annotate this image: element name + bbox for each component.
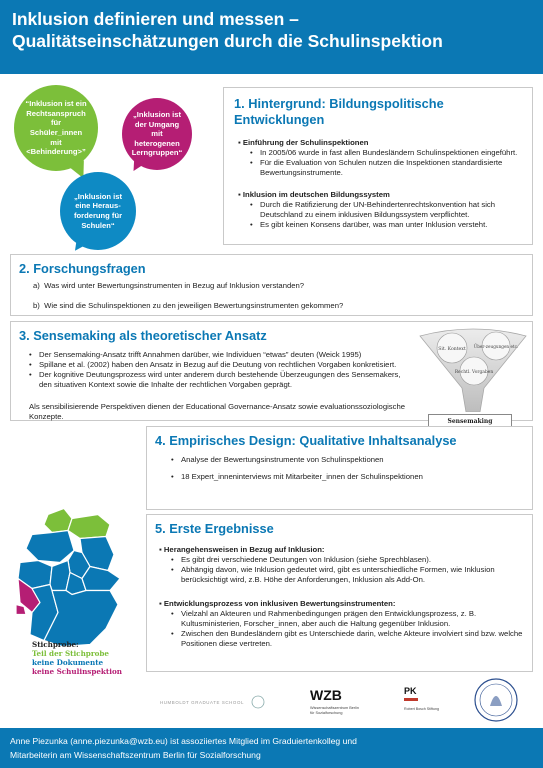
section-empirical-design — [146, 426, 533, 510]
funnel-text-legal: Rechtl. Vorgaben — [454, 370, 494, 375]
poster-title-line1: Inklusion definieren und messen – — [12, 9, 299, 29]
poster-title-line2: Qualitätseinschätzungen durch die Schulinspektion — [12, 31, 443, 51]
section-title: 2. Forschungsfragen — [19, 261, 146, 276]
svg-text:Wissenschaftszentrum Berlin: Wissenschaftszentrum Berlin — [310, 706, 359, 710]
map-region-lower-saxony — [26, 531, 74, 563]
list-item: • Der Sensemaking-Ansatz trifft Annahmen darüber, wie Individuen “etwas” deuten (Weick 1995) — [27, 350, 409, 360]
map-region-schleswig-holstein — [44, 509, 72, 533]
subheading: ▪ Inklusion im deutschen Bildungssystem — [238, 190, 390, 199]
subheading: ▪ Einführung der Schulinspektionen — [238, 138, 369, 147]
funnel-text-context: Sit. Kontext — [438, 347, 466, 352]
subheading: ▪ Entwicklungsprozess von inklusiven Bewertungsinstrumenten: — [159, 599, 396, 608]
list-item: • Es gibt keinen Konsens darüber, was man unter Inklusion versteht. — [248, 220, 522, 230]
section-title: 4. Empirisches Design: Qualitative Inhaltsanalyse — [155, 433, 457, 448]
list-item: • Zwischen den Bundesländern gibt es Unterschiede darin, welche Akteure involviert sind bzw. welche Positionen diese vertreten. — [169, 629, 524, 649]
footer-line2: Mitarbeiterin am Wissenschaftszentrum Berlin für Sozialforschung — [10, 750, 261, 760]
section-note: Als sensibilisierende Perspektiven dienen der Educational Governance-Ansatz sowie evaluationssoziologische Konzepte. — [29, 402, 406, 421]
funnel-text-beliefs: Über-zeugungen etc. — [473, 344, 519, 349]
legend-entry-no-inspection: keine Schulinspektion — [32, 667, 122, 676]
list-item: • Analyse der Bewertungsinstrumente von Schulinspektionen — [169, 455, 524, 465]
section-research-questions — [10, 254, 533, 316]
question-a: a) Was wird unter Bewertungsinstrumenten in Bezug auf Inklusion verstanden? — [33, 281, 305, 290]
list-item: • Spillane et al. (2002) haben den Ansatz in Bezug auf die Deutung von rechtlichen Vorgaben konkretisiert. — [27, 360, 409, 370]
svg-text:PK: PK — [404, 686, 417, 696]
section-title: 5. Erste Ergebnisse — [155, 521, 274, 536]
map-region-saxony — [82, 567, 120, 591]
subheading: ▪ Herangehensweisen in Bezug auf Inklusion: — [159, 545, 325, 554]
section-title: 1. Hintergrund: Bildungspolitische Entwicklungen — [234, 96, 444, 127]
list-item: • Durch die Ratifizierung der UN-Behindertenrechtskonvention hat sich Deutschland zu einem inklusiven Bildungssystem verpflichtet. — [248, 200, 522, 220]
logo-bar — [146, 676, 533, 724]
sensemaking-funnel-diagram — [418, 326, 528, 412]
footer-line1: Anne Piezunka (anne.piezunka@wzb.eu) ist assoziiertes Mitglied im Graduiertenkolleg und — [10, 736, 357, 746]
list-item: • Vielzahl an Akteuren und Rahmenbedingungen prägen den Entwicklungsprozess, z. B. Kultusministerien, Forscher_innen, aber auch die Haltung gegenüber Inklusion. — [169, 609, 524, 629]
logo-pk-bosch — [404, 686, 439, 711]
logo-humboldt-seal — [475, 679, 517, 721]
logo-humboldt-graduate-school — [160, 696, 264, 708]
legend-entry-no-documents: keine Dokumente — [32, 658, 104, 667]
question-b: b) Wie sind die Schulinspektionen zu den jeweiligen Bewertungsinstrumenten gekommen? — [33, 301, 344, 310]
funnel-label: Sensemaking — [428, 414, 512, 429]
logo-wzb — [310, 687, 359, 715]
list-item: • Abhängig davon, wie Inklusion gedeutet wird, gibt es unterschiedliche Formen, wie Inklusion berücksichtigt wird, z.B. Höhe der Anforderungen, Inklusion als Add-On. — [169, 565, 524, 585]
poster-header — [0, 0, 543, 74]
map-legend — [32, 640, 122, 676]
speech-bubble-rights: “Inklusion ist ein Rechtsanspruch für Schüler_innen mit <Behinderung>” — [14, 85, 98, 171]
poster-footer — [0, 728, 543, 768]
legend-title: Stichprobe: — [32, 640, 79, 649]
list-item: • Es gibt drei verschiedene Deutungen von Inklusion (siehe Sprechblasen). — [169, 555, 524, 565]
legend-entry-sample: Teil der Stichprobe — [32, 649, 109, 658]
section-title: 3. Sensemaking als theoretischer Ansatz — [19, 328, 267, 343]
speech-bubble-challenge: „Inklusion ist eine Heraus-forderung für Schulen“ — [60, 172, 136, 250]
speech-bubble-heterogeneity: „Inklusion ist der Umgang mit heterogenen Lerngruppen“ — [122, 98, 192, 170]
svg-text:Robert Bosch Stiftung: Robert Bosch Stiftung — [404, 707, 439, 711]
section-results — [146, 514, 533, 672]
svg-text:für Sozialforschung: für Sozialforschung — [310, 711, 343, 715]
map-region-mecklenburg — [68, 515, 110, 539]
list-item: • Für die Evaluation von Schulen nutzen die Inspektionen standardisierte Bewertungsinstrumente. — [248, 158, 522, 178]
map-region-bavaria — [44, 591, 118, 647]
list-item: • Der kognitive Deutungsprozess wird unter anderem durch bestehende Überzeugungen des Sensemakers, den situativen Kontext sowie die Inhalte der rechtlichen Vorgaben geprägt. — [27, 370, 409, 390]
svg-text:HUMBOLDT GRADUATE SCHOOL: HUMBOLDT GRADUATE SCHOOL — [160, 700, 245, 705]
section-background — [223, 87, 533, 245]
list-item: • In 2005/06 wurde in fast allen Bundesländern Schulinspektionen eingeführt. — [248, 148, 522, 158]
list-item: • 18 Expert_inneninterviews mit Mitarbeiter_innen der Schulinspektionen — [169, 472, 524, 482]
svg-text:WZB: WZB — [310, 687, 342, 703]
